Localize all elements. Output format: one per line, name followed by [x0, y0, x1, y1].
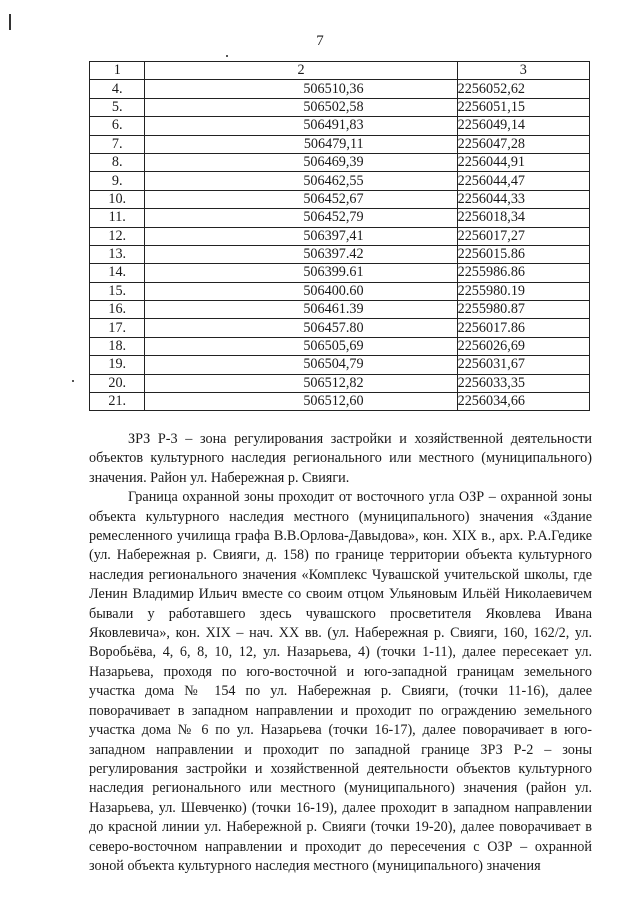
y-coordinate-cell: 2256052,62: [457, 80, 589, 98]
y-coordinate-cell: 2256034,66: [457, 393, 589, 411]
table-row: [90, 374, 590, 392]
table-row: [90, 80, 590, 98]
y-coordinate-cell: 2256049,14: [457, 117, 589, 135]
y-coordinate-cell: 2256047,28: [457, 135, 589, 153]
table-row: [90, 282, 590, 300]
point-number-cell: 9.: [90, 172, 145, 190]
table-row: [90, 393, 590, 411]
point-number-cell: 17.: [90, 319, 145, 337]
x-coordinate-cell: 506502,58: [145, 98, 457, 116]
x-coordinate-cell: 506512,60: [145, 393, 457, 411]
y-coordinate-cell: 2256051,15: [457, 98, 589, 116]
table-row: [90, 301, 590, 319]
point-number-cell: 20.: [90, 374, 145, 392]
table-row: [90, 264, 590, 282]
x-coordinate-cell: 506479,11: [145, 135, 457, 153]
y-coordinate-cell: 2255986.86: [457, 264, 589, 282]
y-coordinate-cell: 2256026,69: [457, 337, 589, 355]
x-coordinate-cell: 506461.39: [145, 301, 457, 319]
x-coordinate-cell: 506400.60: [145, 282, 457, 300]
point-number-cell: 7.: [90, 135, 145, 153]
table-row: [90, 319, 590, 337]
table-row: [90, 356, 590, 374]
x-coordinate-cell: 506462,55: [145, 172, 457, 190]
y-coordinate-cell: 2255980.87: [457, 301, 589, 319]
boundary-description-paragraph: Граница охранной зоны проходит от восточного угла ОЗР – охранной зоны объекта культурного наследия местного (муниципального) значения «Здание ремесленного училища графа В.В.Орлова-Давыдова», кон. XIX в., арх. Р.А.Гедике (ул. Набережная р. Свияги, д. 158) по границе территории объекта культурного наследия регионального значения «Комплекс Чувашской учительской школы, где Ленин Владимир Ильич вместе со своим отцом Ульяновым Ильёй Николаевичем бывали у работавшего здесь чувашского просветителя Яковлева Ивана Яковлевича», кон. XIX – нач. XX вв. (ул. Набережная р. Свияги, 160, 162/2, ул. Воробьёва, 4, 6, 8, 10, 12, ул. Назарьева, 4) (точки 1-11), далее пересекает ул. Назарьева, проходя по юго-восточной и юго-западной границам земельного участка дома № 154 по ул. Набережная р. Свияги, (точки 11-16), далее поворачивает в западном направлении и проходит по ограждению земельного участка дома № 6 по ул. Назарьева (точки 16-17), далее поворачивает в юго-западном направлении и проходит по западной границе ЗРЗ Р-2 – зоны регулирования застройки и хозяйственной деятельности объектов культурного наследия регионального или местного (муниципального) значения (район ул. Назарьева, ул. Шевченко) (точки 16-19), далее проходит в западном направлении до красной линии ул. Набережной р. Свияги (точки 19-20), далее поворачивает в северо-восточном направлении и проходит до пересечения с ОЗР – охранной зоной объекта культурного наследия местного (муниципального) значения: [89, 489, 592, 874]
column-header-x: 2: [145, 62, 457, 80]
table-row: [90, 172, 590, 190]
y-coordinate-cell: 2256044,47: [457, 172, 589, 190]
x-coordinate-cell: 506457.80: [145, 319, 457, 337]
x-coordinate-cell: 506397.42: [145, 245, 457, 263]
y-coordinate-cell: 2256044,91: [457, 153, 589, 171]
point-number-cell: 18.: [90, 337, 145, 355]
y-coordinate-cell: 2256031,67: [457, 356, 589, 374]
point-number-cell: 15.: [90, 282, 145, 300]
column-header-y: 3: [457, 62, 589, 80]
y-coordinate-cell: 2256017,27: [457, 227, 589, 245]
y-coordinate-cell: 2255980.19: [457, 282, 589, 300]
table-row: [90, 337, 590, 355]
x-coordinate-cell: 506491,83: [145, 117, 457, 135]
y-coordinate-cell: 2256018,34: [457, 209, 589, 227]
y-coordinate-cell: 2256017.86: [457, 319, 589, 337]
point-number-cell: 14.: [90, 264, 145, 282]
table-row: [90, 117, 590, 135]
x-coordinate-cell: 506512,82: [145, 374, 457, 392]
table-header-row: [90, 62, 590, 80]
point-number-cell: 19.: [90, 356, 145, 374]
x-coordinate-cell: 506452,79: [145, 209, 457, 227]
x-coordinate-cell: 506505,69: [145, 337, 457, 355]
table-row: [90, 98, 590, 116]
point-number-cell: 8.: [90, 153, 145, 171]
table-row: [90, 153, 590, 171]
x-coordinate-cell: 506397,41: [145, 227, 457, 245]
document-body: [89, 430, 592, 876]
table-row: [90, 245, 590, 263]
x-coordinate-cell: 506510,36: [145, 80, 457, 98]
table-row: [90, 190, 590, 208]
y-coordinate-cell: 2256033,35: [457, 374, 589, 392]
scan-dot: [226, 55, 228, 57]
point-number-cell: 21.: [90, 393, 145, 411]
y-coordinate-cell: 2256015.86: [457, 245, 589, 263]
point-number-cell: 13.: [90, 245, 145, 263]
column-header-number: 1: [90, 62, 145, 80]
x-coordinate-cell: 506399.61: [145, 264, 457, 282]
point-number-cell: 11.: [90, 209, 145, 227]
zone-heading-paragraph: ЗРЗ Р-3 – зона регулирования застройки и хозяйственной деятельности объектов культурного наследия регионального или местного (муниципального) значения. Район ул. Набережная р. Свияги.: [89, 431, 592, 486]
table-row: [90, 227, 590, 245]
point-number-cell: 6.: [90, 117, 145, 135]
scan-edge-mark: [9, 14, 11, 30]
table-row: [90, 209, 590, 227]
x-coordinate-cell: 506452,67: [145, 190, 457, 208]
table-row: [90, 135, 590, 153]
scan-dot: [72, 380, 74, 382]
point-number-cell: 4.: [90, 80, 145, 98]
page-number: 7: [316, 33, 324, 49]
point-number-cell: 5.: [90, 98, 145, 116]
coordinates-table: [89, 61, 590, 411]
point-number-cell: 10.: [90, 190, 145, 208]
point-number-cell: 12.: [90, 227, 145, 245]
point-number-cell: 16.: [90, 301, 145, 319]
x-coordinate-cell: 506504,79: [145, 356, 457, 374]
y-coordinate-cell: 2256044,33: [457, 190, 589, 208]
x-coordinate-cell: 506469,39: [145, 153, 457, 171]
